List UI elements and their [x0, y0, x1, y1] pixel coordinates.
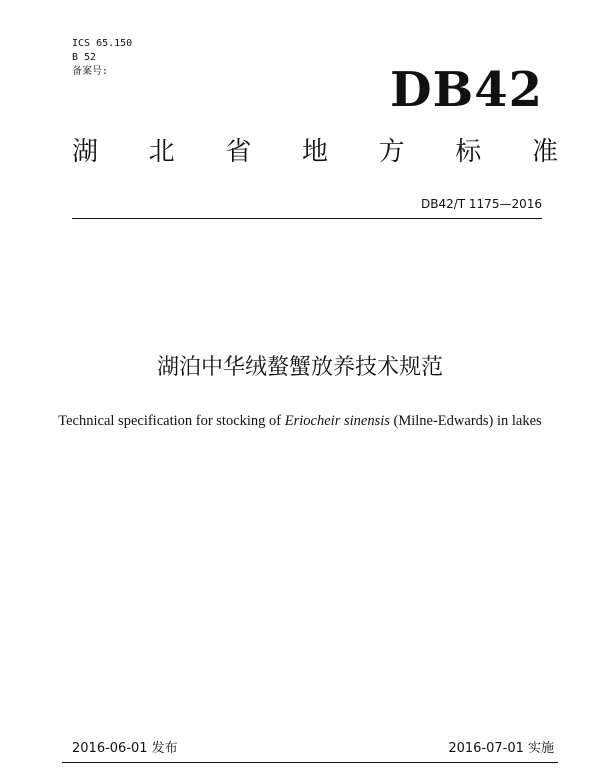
- english-title-suffix: (Milne-Edwards) in lakes: [389, 413, 542, 429]
- standard-type-char: 北: [148, 137, 175, 167]
- document-metadata: [72, 37, 132, 79]
- issue-date: 2016-06-01 发布: [72, 741, 178, 756]
- record-number: 备案号:: [72, 66, 109, 77]
- species-name: Eriocheir sinensis: [284, 413, 390, 429]
- standard-type-char: 湖: [72, 137, 99, 167]
- standard-type-char: 地: [301, 137, 328, 167]
- implementation-date: 2016-07-01 实施: [448, 741, 554, 756]
- standard-type-char: 省: [225, 137, 252, 167]
- standard-type-char: 准: [531, 137, 558, 167]
- standard-number: DB42/T 1175—2016: [420, 197, 542, 211]
- standard-type-heading: [72, 135, 558, 169]
- document-title-chinese: 湖泊中华绒螯蟹放养技术规范: [156, 355, 443, 380]
- header-divider: [72, 218, 542, 219]
- standard-logo: DB42: [390, 62, 543, 118]
- footer-divider: [62, 762, 558, 763]
- standard-type-char: 方: [378, 137, 405, 167]
- english-title-prefix: Technical specification for stocking of: [58, 413, 285, 429]
- standard-type-char: 标: [455, 137, 482, 167]
- classification-code: B 52: [72, 52, 97, 63]
- ics-code: ICS 65.150: [72, 38, 133, 49]
- document-title-english: [0, 411, 600, 431]
